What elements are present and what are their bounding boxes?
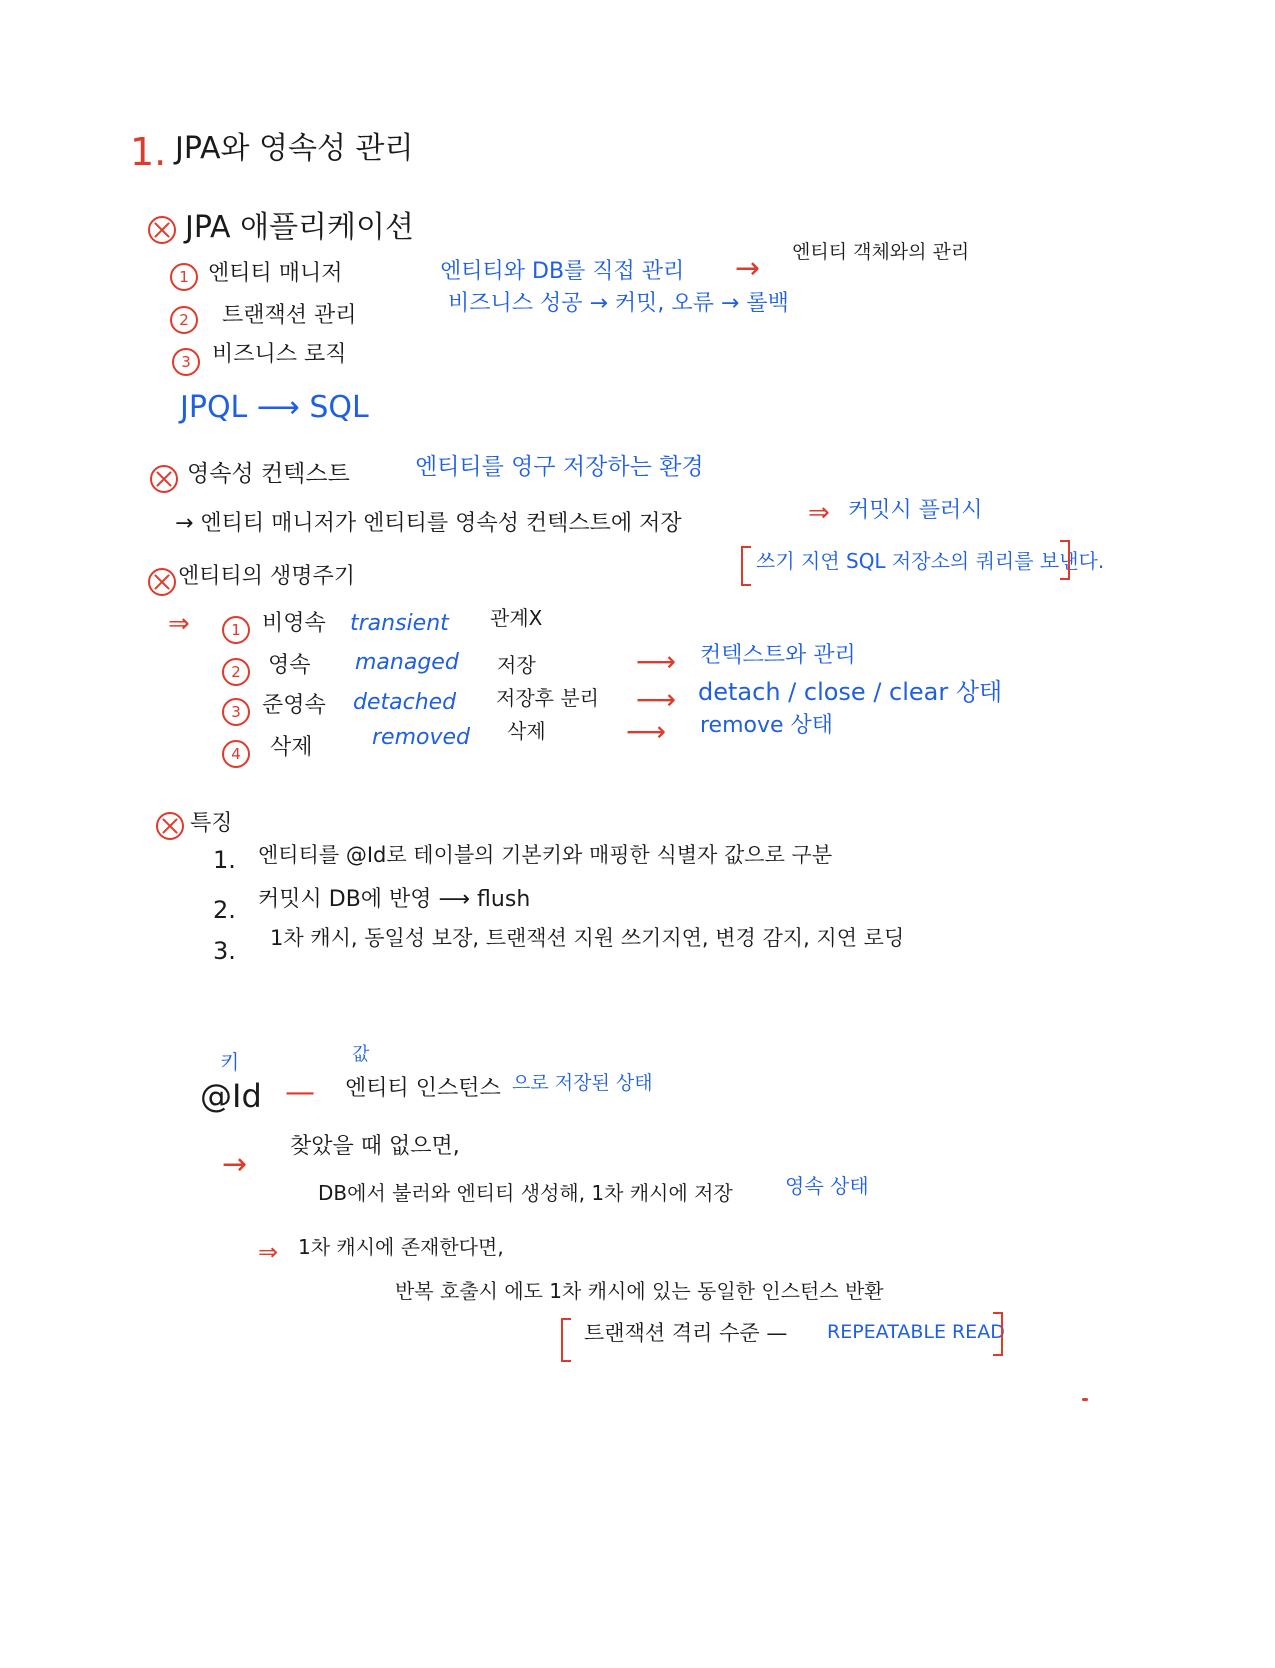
app-item-label: 트랜잭션 관리 [222,303,357,328]
app-item-label: 엔티티 매니저 [208,261,343,286]
life-state: 삭제 [270,735,313,760]
double-arrow-icon: ⇒ [808,498,830,528]
number-badge-3: 3 [172,348,200,376]
isolation-text: 트랜잭션 격리 수준 — [584,1321,788,1345]
app-item-note: 비즈니스 성공 → 커밋, 오류 → 롤백 [448,291,789,316]
feature-text: 엔티티를 @Id로 테이블의 기본키와 매핑한 식별자 값으로 구분 [258,843,833,867]
app-item-label: 비즈니스 로직 [212,342,347,367]
find-state: 영속 상태 [785,1174,869,1198]
id-text: 엔티티 인스턴스 [345,1076,501,1101]
life-state: 영속 [268,653,311,678]
double-arrow-icon: ⇒ [168,609,190,639]
number-badge-1: 1 [170,263,198,291]
id-note: 으로 저장된 상태 [512,1072,653,1094]
double-arrow-icon: ⇒ [258,1238,279,1266]
repeat-text: 반복 호출시 에도 1차 캐시에 있는 동일한 인스턴스 반환 [395,1279,884,1303]
number-badge-3: 3 [222,698,250,726]
life-state-en: transient [350,611,449,636]
life-result: remove 상태 [700,713,834,738]
number-badge-2: 2 [222,658,250,686]
feature-number: 1. [213,846,236,874]
value-label: 값 [352,1044,370,1065]
asterisk-icon [150,465,178,493]
section-ctx-bracket-note: 쓰기 지연 SQL 저장소의 쿼리를 보낸다. [756,549,1105,573]
asterisk-icon [148,216,176,244]
page-title: JPA와 영속성 관리 [175,131,414,166]
life-result: 컨텍스트와 관리 [700,643,856,668]
arrow-icon: ⟶ [636,645,677,678]
life-state: 준영속 [262,693,326,718]
feature-text: 커밋시 DB에 반영 ⟶ flush [258,887,531,912]
life-desc: 관계X [490,606,543,630]
section-life-heading: 엔티티의 생명주기 [178,564,356,589]
life-state: 비영속 [262,611,326,636]
asterisk-icon [148,568,176,596]
id-annotation: @Id [200,1077,262,1115]
bracket-right [1060,540,1070,580]
key-label: 키 [220,1050,240,1074]
life-state-en: detached [353,690,457,715]
find-text: 찾았을 때 없으면, [290,1134,460,1159]
dash: — [285,1075,315,1110]
arrow-icon: ⟶ [626,715,667,748]
number-badge-1: 1 [222,616,250,644]
arrow-icon: ⟶ [636,683,677,716]
section-ctx-note: 엔티티를 영구 저장하는 환경 [415,454,704,480]
feature-number: 3. [213,937,236,965]
jpql-to-sql: JPQL ⟶ SQL [180,390,369,425]
bracket-left [561,1318,571,1362]
bracket-left [741,546,751,586]
number-badge-4: 4 [222,740,250,768]
life-state-en: removed [372,725,470,750]
app-item-note: 엔티티와 DB를 직접 관리 [440,259,685,284]
section-ctx-result: 커밋시 플러시 [848,498,983,523]
feature-text: 1차 캐시, 동일성 보장, 트랜잭션 지원 쓰기지연, 변경 감지, 지연 로딩 [270,926,905,950]
arrow-icon: → [735,251,761,286]
title-number: 1. [130,130,167,174]
app-item-result: 엔티티 객체와의 관리 [792,241,970,263]
section-feat-heading: 특징 [190,811,233,836]
exist-text: 1차 캐시에 존재한다면, [298,1235,504,1259]
section-ctx-line: → 엔티티 매니저가 엔티티를 영속성 컨텍스트에 저장 [175,511,682,536]
section-ctx-heading: 영속성 컨텍스트 [187,461,350,487]
arrow-icon: → [222,1147,248,1182]
number-badge-2: 2 [170,306,198,334]
feature-number: 2. [213,896,236,924]
life-desc: 저장 [497,653,536,677]
bracket-right [993,1312,1003,1356]
life-desc: 저장후 분리 [496,686,599,710]
life-state-en: managed [355,650,459,675]
life-result: detach / close / clear 상태 [698,678,1003,706]
isolation-level: REPEATABLE READ [827,1321,1005,1343]
section-app-heading: JPA 애플리케이션 [185,210,414,245]
asterisk-icon [156,812,184,840]
find-detail: DB에서 불러와 엔티티 생성해, 1차 캐시에 저장 [318,1181,733,1205]
life-desc: 삭제 [507,719,546,743]
stray-mark [1082,1398,1088,1401]
